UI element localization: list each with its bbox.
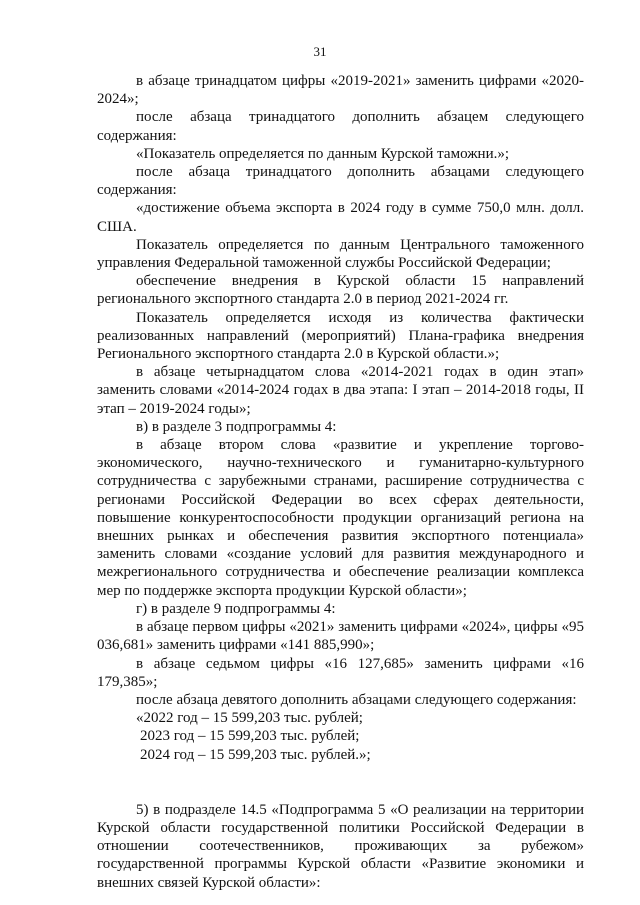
page-number: 31 (313, 44, 327, 59)
paragraph: в) в разделе 3 подпрограммы 4: (136, 418, 337, 435)
paragraph: г) в разделе 9 подпрограммы 4: (136, 600, 336, 617)
paragraph: после абзаца тринадцатого дополнить абзацами следующего содержания: (97, 164, 584, 199)
paragraph-gap (97, 764, 584, 801)
paragraph: в абзаце первом цифры «2021» заменить цифрами «2024», цифры «95 036,681» заменить цифрами «141 885,990»; (97, 619, 584, 654)
paragraph: «2022 год – 15 599,203 тыс. рублей; (136, 710, 363, 727)
paragraph: в абзаце втором слова «развитие и укрепление торгово-экономического, научно-технического и гуманитарно-культурного сотрудничества с зарубежными странами, расширение сотрудничества с регионами Российской Федерации во всех сферах деятельности, повышение конкурентоспособности продукции организаций региона на внешних рынках и обеспечения развития экспортного потенциала» заменить словами «создание условий для развития международного и межрегионального сотрудничества и обеспечение реализации комплекса мер по поддержке экспорта продукции Курской области»; (97, 437, 584, 599)
paragraph: Показатель определяется по данным Центрального таможенного управления Федеральной таможенной службы Российской Федерации; (97, 236, 584, 272)
paragraph: в абзаце седьмом цифры «16 127,685» заменить цифрами «16 179,385»; (97, 655, 584, 690)
paragraph: в абзаце четырнадцатом слова «2014-2021 годах в один этап» заменить словами «2014-2024 годах в два этапа: I этап – 2014-2018 годы, II этап – 2019-2024 годы»; (97, 364, 584, 417)
paragraph: 5) в подразделе 14.5 «Подпрограмма 5 «О реализации на территории Курской области государственной политики Российской Федерации в отношении соотечественников, проживающих за рубежом» государственной программы Курской области «Развитие экономики и внешних связей Курской области»: (97, 801, 584, 891)
paragraph: после абзаца тринадцатого дополнить абзацем следующего содержания: (97, 109, 584, 144)
paragraph: 2023 год – 15 599,203 тыс. рублей; (140, 728, 360, 745)
paragraph: Показатель определяется исходя из количества фактически реализованных направлений (мероприятий) Плана-графика внедрения Регионального экспортного стандарта 2.0 в Курской области.»; (97, 309, 584, 363)
document-body (97, 72, 584, 892)
paragraph: 2024 год – 15 599,203 тыс. рублей.»; (140, 746, 371, 763)
paragraph: «Показатель определяется по данным Курской таможни.»; (136, 145, 510, 162)
paragraph: обеспечение внедрения в Курской области 15 направлений регионального экспортного стандарта 2.0 в период 2021-2024 гг. (97, 273, 584, 308)
paragraph: в абзаце тринадцатом цифры «2019-2021» заменить цифрами «2020-2024»; (97, 73, 584, 108)
paragraph: после абзаца девятого дополнить абзацами следующего содержания: (136, 691, 577, 708)
paragraph: «достижение объема экспорта в 2024 году в сумме 750,0 млн. долл. США. (97, 200, 584, 235)
